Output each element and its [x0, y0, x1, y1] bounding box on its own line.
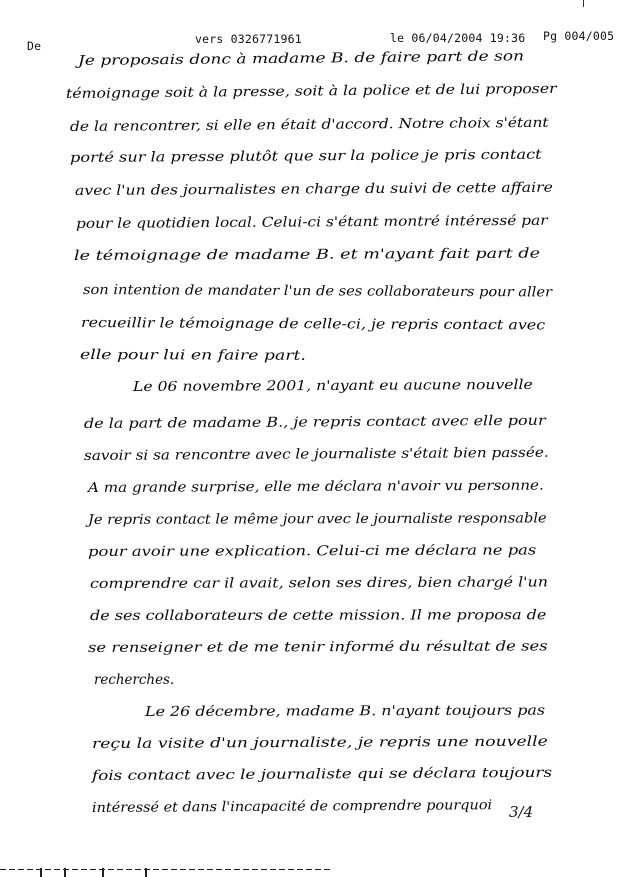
scan-edge-mark — [145, 868, 147, 877]
letter-line: le témoignage de madame B. et m'ayant fait part de — [73, 245, 541, 264]
letter-line: pour avoir une explication. Celui-ci me déclara ne pas — [87, 542, 537, 560]
letter-line: pour le quotidien local. Celui-ci s'étant montré intéressé par — [75, 212, 548, 232]
scan-edge-mark — [102, 868, 104, 877]
fax-datetime: le 06/04/2004 19:36 — [390, 31, 526, 45]
letter-line: porté sur la presse plutôt que sur la police je pris contact — [69, 146, 542, 166]
fax-recipient-number: vers 0326771961 — [195, 32, 302, 46]
letter-line: comprendre car il avait, selon ses dires, bien chargé l'un — [89, 574, 549, 592]
scan-edge-mark — [40, 868, 42, 877]
letter-line: se renseigner et de me tenir informé du résultat de ses — [87, 638, 548, 656]
letter-line: A ma grande surprise, elle me déclara n'avoir vu personne. — [87, 477, 544, 496]
letter-line: recueillir le témoignage de celle-ci, je repris contact avec — [80, 315, 546, 334]
letter-line: témoignage soit à la presse, soit à la police et de lui proposer — [65, 80, 557, 102]
scan-border-line — [0, 869, 330, 870]
letter-line: avec l'un des journalistes en charge du suivi de cette affaire — [74, 179, 553, 199]
letter-line: intéressé et dans l'incapacité de comprendre pourquoi — [91, 797, 493, 816]
letter-line: reçu la visite d'un journaliste, je repris une nouvelle — [91, 733, 548, 752]
letter-line: savoir si sa rencontre avec le journaliste s'était bien passée. — [83, 444, 549, 464]
letter-line: de la part de madame B., je repris contact avec elle pour — [83, 412, 546, 432]
handwritten-page-number: 3/4 — [509, 803, 534, 821]
letter-line: elle pour lui en faire part. — [79, 347, 306, 364]
fax-sender-label: De — [27, 39, 42, 53]
letter-line: Je proposais donc à madame B. de faire part de son — [77, 48, 525, 69]
scan-edge-mark — [64, 868, 66, 877]
letter-line: Je repris contact le même jour avec le journaliste responsable — [87, 510, 547, 528]
letter-line: fois contact avec le journaliste qui se déclara toujours — [91, 764, 553, 784]
fax-page-counter: Pg 004/005 — [543, 29, 615, 43]
letter-line: son intention de mandater l'un de ses collaborateurs pour aller — [82, 282, 553, 301]
letter-line: Le 06 novembre 2001, n'ayant eu aucune nouvelle — [132, 376, 533, 395]
bottom-scan-edge — [0, 866, 330, 877]
letter-line: de ses collaborateurs de cette mission. Il me proposa de — [89, 607, 547, 624]
letter-line: recherches. — [94, 672, 175, 688]
letter-line: de la rencontrer, si elle en était d'accord. Notre choix s'étant — [69, 114, 549, 135]
letter-line: Le 26 décembre, madame B. n'ayant toujours pas — [144, 702, 546, 720]
